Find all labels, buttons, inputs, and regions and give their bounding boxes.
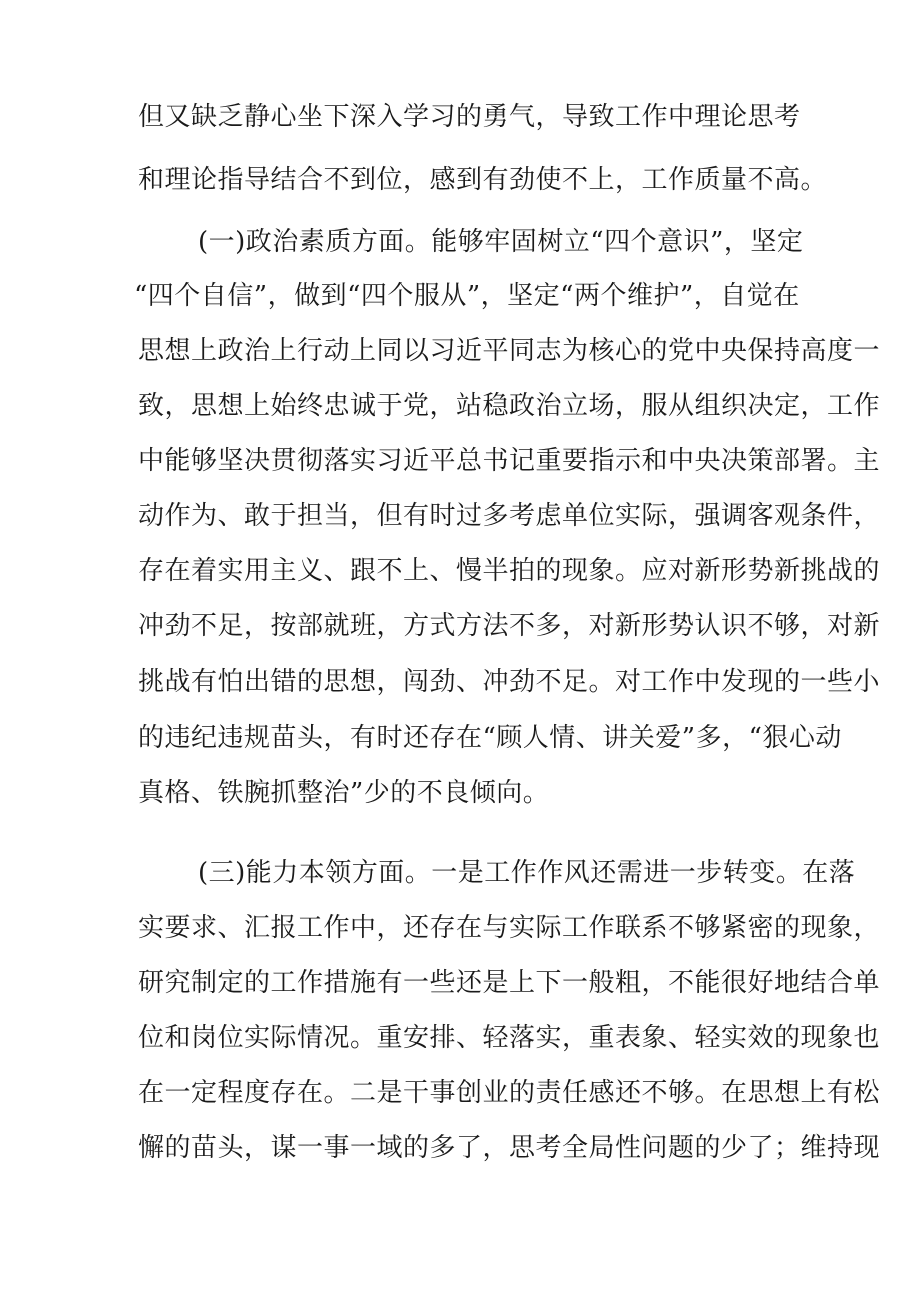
text-line: 动作为、敢于担当，但有时过多考虑单位实际，强调客观条件， bbox=[138, 501, 881, 531]
text-line: 懈的苗头，谋一事一域的多了，思考全局性问题的少了；维持现 bbox=[138, 1133, 881, 1163]
text-line: 位和岗位实际情况。重安排、轻落实，重表象、轻实效的现象也 bbox=[138, 1023, 881, 1053]
text-line: 的违纪违规苗头，有时还存在“顾人情、讲关爱”多，“狠心动 bbox=[138, 723, 842, 753]
text-line: 致，思想上始终忠诚于党，站稳政治立场，服从组织决定，工作 bbox=[138, 391, 881, 421]
text-line: 冲劲不足，按部就班，方式方法不多，对新形势认识不够，对新 bbox=[138, 611, 881, 641]
text-line: (三)能力本领方面。一是工作作风还需进一步转变。在落 bbox=[198, 858, 856, 888]
text-line: 但又缺乏静心坐下深入学习的勇气，导致工作中理论思考 bbox=[138, 102, 801, 132]
text-line: “四个自信”，做到“四个服从”，坚定“两个维护”，自觉在 bbox=[134, 281, 800, 311]
text-line: 真格、铁腕抓整治”少的不良倾向。 bbox=[138, 778, 550, 808]
text-line: 挑战有怕出错的思想，闯劲、冲劲不足。对工作中发现的一些小 bbox=[138, 667, 881, 697]
text-line: 思想上政治上行动上同以习近平同志为核心的党中央保持高度一 bbox=[138, 336, 881, 366]
text-line: 实要求、汇报工作中，还存在与实际工作联系不够紧密的现象， bbox=[138, 913, 881, 943]
text-line: 在一定程度存在。二是干事创业的责任感还不够。在思想上有松 bbox=[138, 1078, 881, 1108]
text-line: 存在着实用主义、跟不上、慢半拍的现象。应对新形势新挑战的 bbox=[138, 556, 881, 586]
text-line: 中能够坚决贯彻落实习近平总书记重要指示和中央决策部署。主 bbox=[138, 446, 881, 476]
text-line: 和理论指导结合不到位，感到有劲使不上，工作质量不高。 bbox=[138, 165, 828, 195]
text-line: 研究制定的工作措施有一些还是上下一般粗，不能很好地结合单 bbox=[138, 968, 881, 998]
text-line: (一)政治素质方面。能够牢固树立“四个意识”，坚定 bbox=[198, 227, 804, 257]
